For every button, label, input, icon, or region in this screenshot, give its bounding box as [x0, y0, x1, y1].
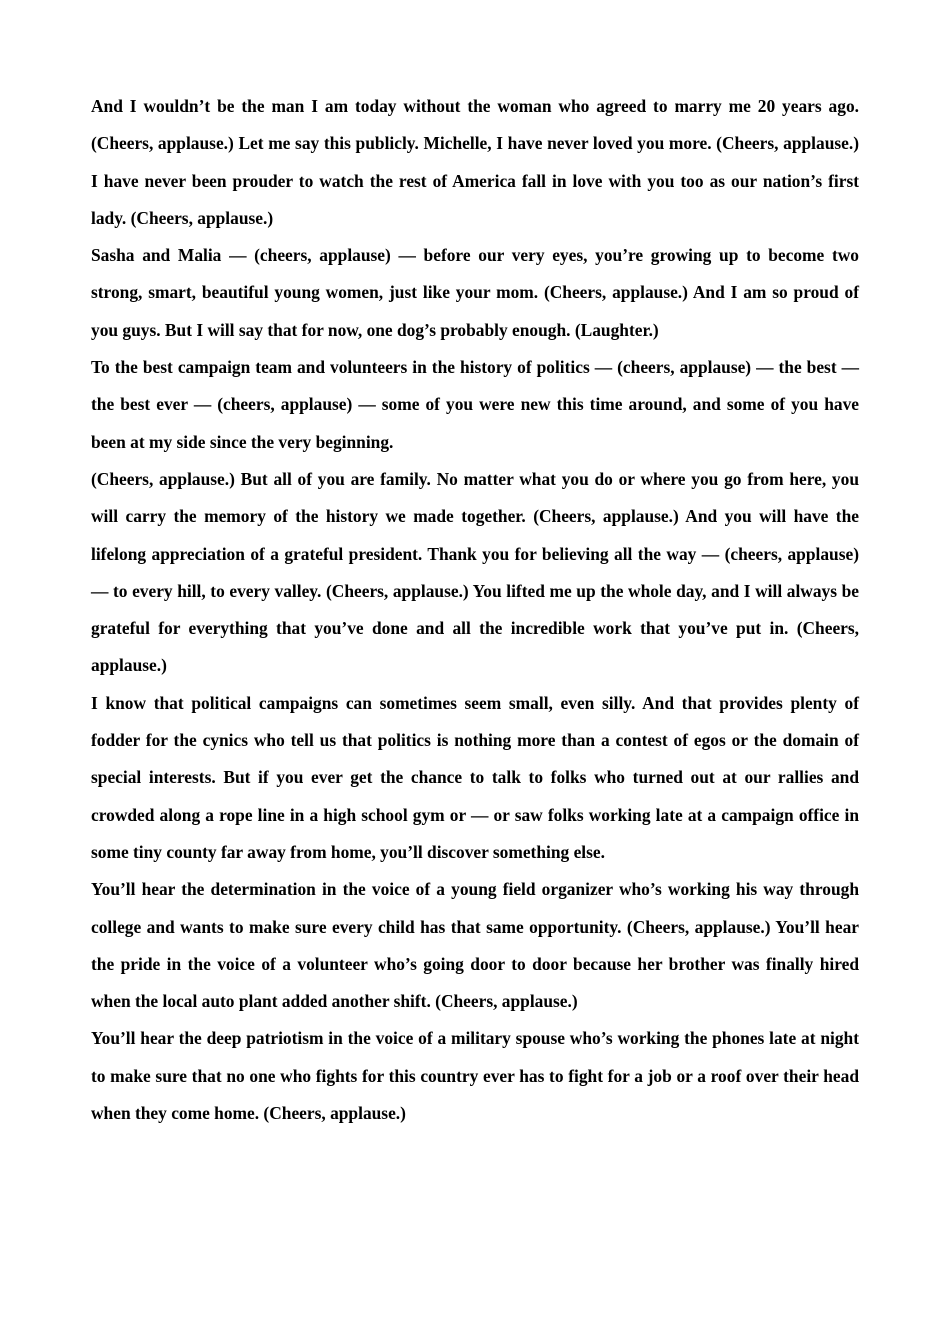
paragraph-political-campaigns: I know that political campaigns can sometimes seem small, even silly. And that provides plenty of fodder for the cynics who tell us that politics is nothing more than a contest of egos or the domain of special interests. But if you ever get the chance to talk to folks who turned out at our rallies and crowded along a rope line in a high school gym or — or saw folks working late at a campaign office in some tiny county far away from home, you’ll discover something else. — [91, 692, 859, 862]
paragraph-family: (Cheers, applause.) But all of you are family. No matter what you do or where you go from here, you will carry the memory of the history we made together. (Cheers, applause.) And you will have the lifelong appreciation of a grateful president. Thank you for believing all the way — (cheers, applause) — to every hill, to every valley. (Cheers, applause.) You lifted me up the whole day, and I will always be grateful for everything that you’ve done and all the incredible work that you’ve put in. (Cheers, applause.) — [91, 468, 859, 676]
document-body — [91, 88, 859, 1132]
paragraph-military-spouse: You’ll hear the deep patriotism in the voice of a military spouse who’s working the phones late at night to make sure that no one who fights for this country ever has to fight for a job or a roof over their head when they come home. (Cheers, applause.) — [91, 1028, 859, 1124]
paragraph-campaign-team: To the best campaign team and volunteers in the history of politics — (cheers, applause) — the best — the best ever — (cheers, applause) — some of you were new this time around, and some of you have been at my side since the very beginning. — [91, 357, 859, 452]
paragraph-michelle: And I wouldn’t be the man I am today without the woman who agreed to marry me 20 years ago. (Cheers, applause.) Let me say this publicly. Michelle, I have never loved you more. (Cheers, applause.) I have never been prouder to watch the rest of America fall in love with you too as our nation’s first lady. (Cheers, applause.) — [91, 96, 859, 228]
paragraph-sasha-malia: Sasha and Malia — (cheers, applause) — before our very eyes, you’re growing up to become two strong, smart, beautiful young women, just like your mom. (Cheers, applause.) And I am so proud of you guys. But I will say that for now, one dog’s probably enough. (Laughter.) — [91, 245, 859, 340]
paragraph-field-organizer: You’ll hear the determination in the voice of a young field organizer who’s working his way through college and wants to make sure every child has that same opportunity. (Cheers, applause.) You’ll hear the pride in the voice of a volunteer who’s going door to door because her brother was finally hired when the local auto plant added another shift. (Cheers, applause.) — [91, 879, 859, 1012]
